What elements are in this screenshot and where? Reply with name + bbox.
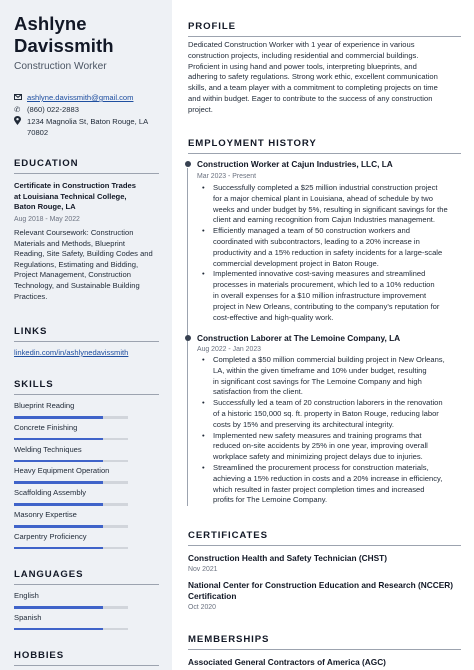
skill-level-bar — [14, 460, 128, 463]
job-bullet: • Efficiently managed a team of 50 construction workers and coordinated with subcontractors, leading to a 20% increase in productivity and a 15% reduction in safety incidents for a large-scale commercial development project in Baton Rouge. — [200, 226, 458, 269]
location-pin-icon — [14, 116, 27, 138]
skill-level-fill — [14, 525, 103, 528]
candidate-name — [14, 13, 114, 57]
skill-name: Masonry Expertise — [14, 510, 77, 519]
linkedin-url[interactable]: linkedin.com/in/ashlynedavissmith — [14, 348, 129, 357]
skill-name: Welding Techniques — [14, 444, 82, 454]
job-dates-1: Mar 2023 - Present — [197, 173, 256, 180]
languages-heading: LANGUAGES — [14, 569, 159, 585]
contact-email[interactable] — [14, 92, 133, 103]
job-bullet: • Successfully completed a $25 million industrial construction project for a major chemical plant in Louisiana, ahead of schedule by two weeks and under budget by 5%, resulting in significant savings for the client and earning recognition from Cajun Industries management. — [200, 183, 458, 226]
education-heading: EDUCATION — [14, 158, 159, 174]
mail-icon — [14, 92, 27, 103]
last-name: Davissmith — [14, 35, 114, 56]
job-title: Construction Worker — [14, 61, 107, 72]
profile-summary: Dedicated Construction Worker with 1 year of experience in various construction projects, including residential and commercial buildings. Proficient in using hand and power tools, interpreting blueprints, and adhering to safety regulations. Strong work ethic, excellent communication skills, and a team player with a commitment to completing projects on time and within budget. Eager to contribute to the success of any construction project. — [188, 40, 438, 114]
employment-heading: EMPLOYMENT HISTORY — [188, 138, 461, 154]
skill-item — [14, 423, 128, 441]
language-level-bar — [14, 606, 128, 609]
education-coursework: Relevant Coursework: Construction Materials and Methods, Blueprint Reading, Site Safety, Building Codes and Regulations, Estimating and Bidding, Project Management, Construction Technology, and Sustainable Building Practices. — [14, 228, 153, 301]
skill-item — [14, 445, 128, 463]
skill-level-bar — [14, 547, 128, 550]
skill-item — [14, 401, 128, 419]
language-level-bar — [14, 628, 128, 631]
links-heading: LINKS — [14, 326, 159, 342]
skill-level-fill — [14, 416, 103, 419]
skills-heading: SKILLS — [14, 379, 159, 395]
language-level-fill — [14, 606, 103, 609]
contact-address — [14, 116, 148, 138]
job-bullet: • Successfully led a team of 20 construction laborers in the renovation of a historic 150,000 sq. ft. property in Baton Rouge, reducing labor costs by 15% and preserving its architectural integrity. — [200, 398, 458, 430]
timeline-dot — [185, 335, 191, 341]
first-name: Ashlyne — [14, 13, 87, 34]
skill-name: Carpentry Proficiency — [14, 531, 87, 541]
skill-level-bar — [14, 525, 128, 528]
hobbies-heading: HOBBIES — [14, 650, 159, 666]
phone-icon: ✆ — [14, 105, 21, 114]
skill-level-fill — [14, 503, 103, 506]
language-name: Spanish — [14, 612, 42, 622]
skill-name: Blueprint Reading — [14, 401, 75, 410]
skill-item — [14, 488, 128, 506]
membership-item: Associated General Contractors of America (AGC) — [188, 657, 386, 667]
skill-item — [14, 466, 128, 484]
certificate-title-2: National Center for Construction Education and Research (NCCER) Certification — [188, 580, 454, 601]
job-bullet: • Streamlined the procurement process for construction materials, achieving a 15% reduction in costs and a 20% increase in efficiency, which resulted in faster project completion times and increased profits for The Lemoine Company. — [200, 463, 458, 506]
address-text: 1234 Magnolia St, Baton Rouge, LA 70802 — [27, 117, 149, 137]
skill-level-bar — [14, 503, 128, 506]
skill-level-fill — [14, 438, 103, 441]
education-dates: Aug 2018 - May 2022 — [14, 216, 80, 223]
skill-level-fill — [14, 460, 103, 463]
job-bullets-2 — [200, 355, 458, 506]
certificates-heading: CERTIFICATES — [188, 530, 461, 546]
job-bullets-1 — [200, 183, 458, 323]
skill-name: Concrete Finishing — [14, 422, 78, 432]
skill-item — [14, 532, 128, 550]
linkedin-link[interactable] — [14, 348, 162, 359]
language-item — [14, 613, 128, 631]
job-bullet: • Implemented new safety measures and training programs that reduced on-site accidents by 25% in one year, improving overall workplace safety and minimizing project delays due to injuries. — [200, 431, 458, 463]
skill-level-bar — [14, 438, 128, 441]
phone-text: (860) 022-2883 — [27, 105, 79, 114]
job-bullet: • Completed a $50 million commercial building project in New Orleans, LA, within the given timeframe and 10% under budget, resulting in significant cost savings for The Lemoine Company and high satisfaction from the client. — [200, 355, 458, 398]
contact-phone — [14, 104, 79, 115]
profile-heading: PROFILE — [188, 21, 461, 37]
certificate-title-1: Construction Health and Safety Technician (CHST) — [188, 553, 387, 563]
language-level-fill — [14, 628, 103, 631]
education-degree: Certificate in Construction Trades at Louisiana Technical College, Baton Rouge, LA — [14, 181, 136, 212]
skill-level-bar — [14, 481, 128, 484]
skill-level-bar — [14, 416, 128, 419]
skill-item — [14, 510, 128, 528]
certificate-date-2: Oct 2020 — [188, 604, 216, 611]
skill-level-fill — [14, 547, 103, 550]
job-bullet: • Implemented innovative cost-saving measures and streamlined processes in materials procurement, which led to a 10% reduction in overall expenses for a $10 million infrastructure improvement project in New Orleans, contributing to the company's reputation for cost-effective and high-quality work. — [200, 269, 458, 323]
skill-level-fill — [14, 481, 103, 484]
language-name: English — [14, 591, 39, 600]
email-link[interactable]: ashlyne.davissmith@gmail.com — [27, 93, 134, 102]
skill-name: Heavy Equipment Operation — [14, 466, 110, 476]
skill-name: Scaffolding Assembly — [14, 488, 87, 498]
memberships-heading: MEMBERSHIPS — [188, 634, 461, 650]
timeline-dot — [185, 161, 191, 167]
certificate-date-1: Nov 2021 — [188, 566, 218, 573]
language-item — [14, 591, 128, 609]
job-title-2: Construction Laborer at The Lemoine Company, LA — [197, 333, 401, 343]
job-title-1: Construction Worker at Cajun Industries, LLC, LA — [197, 159, 393, 169]
job-dates-2: Aug 2022 - Jan 2023 — [197, 346, 261, 353]
